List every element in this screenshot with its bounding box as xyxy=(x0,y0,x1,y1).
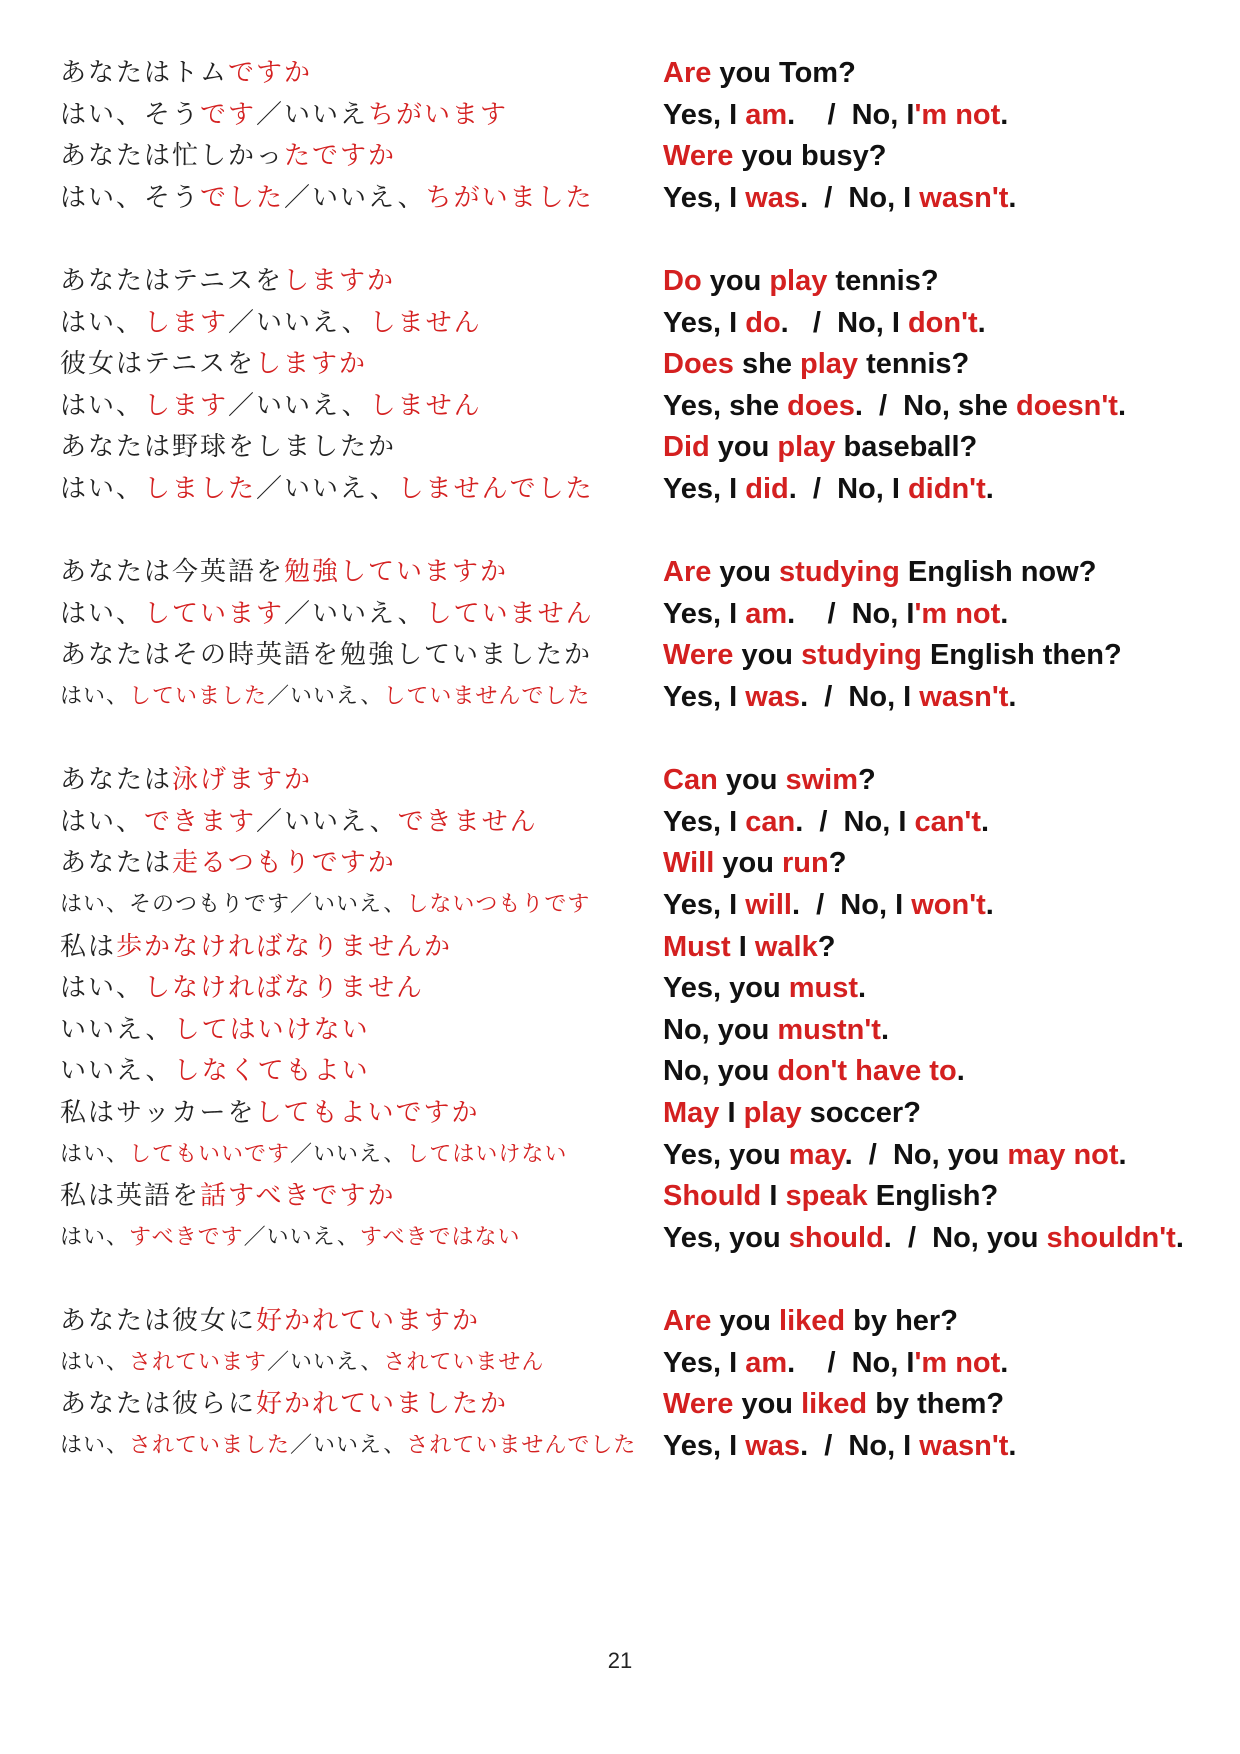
text-segment: Yes, I xyxy=(663,598,746,630)
highlighted-phrase: may not xyxy=(1007,1139,1119,1171)
highlighted-phrase: mustn't xyxy=(777,1014,881,1046)
english-sentence xyxy=(663,466,1223,512)
text-segment: Yes, I xyxy=(663,889,746,921)
text-segment: you xyxy=(733,639,802,671)
highlighted-phrase: できます xyxy=(144,807,257,837)
english-sentence xyxy=(663,258,1223,304)
text-segment: I xyxy=(719,1097,744,1129)
text-segment: you xyxy=(711,1305,780,1337)
sentence-pair xyxy=(0,341,1240,387)
sentence-pair xyxy=(0,466,1240,512)
japanese-sentence xyxy=(60,175,660,221)
text-segment: ／いいえ、 xyxy=(243,1225,360,1250)
highlighted-phrase: してもよいですか xyxy=(255,1098,480,1128)
highlighted-phrase: してはいけない xyxy=(406,1142,568,1167)
english-sentence xyxy=(663,591,1223,637)
sentence-pair xyxy=(0,1132,1240,1178)
english-sentence xyxy=(663,1090,1223,1136)
text-segment: はい、そう xyxy=(60,100,201,130)
highlighted-phrase: してもいいです xyxy=(129,1142,291,1167)
text-segment: Yes, you xyxy=(663,1222,789,1254)
highlighted-phrase: しません xyxy=(369,308,482,338)
highlighted-phrase: します xyxy=(144,308,229,338)
japanese-sentence xyxy=(60,674,660,720)
text-segment: はい、 xyxy=(60,973,145,1003)
text-segment: はい、そのつもりです／いいえ、 xyxy=(60,892,407,917)
text-segment: . xyxy=(1118,1139,1127,1171)
text-segment: English now? xyxy=(899,556,1097,588)
highlighted-phrase: play xyxy=(769,265,828,297)
sentence-pair xyxy=(0,1173,1240,1219)
highlighted-phrase: されていません xyxy=(383,1350,545,1375)
highlighted-phrase: しますか xyxy=(282,266,395,296)
text-segment: ? xyxy=(828,847,847,879)
text-segment: ／いいえ、 xyxy=(256,474,398,504)
highlighted-phrase: していませんでした xyxy=(383,684,591,709)
text-segment: ? xyxy=(858,764,876,796)
text-segment: Yes, I xyxy=(663,307,746,339)
text-segment: あなたは今英語を xyxy=(60,557,285,587)
sentence-pair xyxy=(0,674,1240,720)
highlighted-phrase: しないつもりです xyxy=(406,892,591,917)
text-segment: 私は英語を xyxy=(60,1181,201,1211)
text-segment: はい、 xyxy=(60,1142,130,1167)
text-segment: あなたはその時英語を勉強していましたか xyxy=(60,640,593,670)
text-segment: Yes, you xyxy=(663,972,789,1004)
sentence-pair xyxy=(0,258,1240,304)
text-segment: はい、 xyxy=(60,599,145,629)
sentence-pair xyxy=(0,632,1240,678)
english-sentence xyxy=(663,965,1223,1011)
highlighted-phrase: swim xyxy=(785,764,858,796)
page-number: 21 xyxy=(607,1648,633,1673)
highlighted-phrase: shouldn't xyxy=(1046,1222,1176,1254)
text-segment: はい、 xyxy=(60,1433,130,1458)
japanese-sentence xyxy=(60,591,660,637)
highlighted-phrase: です xyxy=(200,100,257,130)
sentence-pair xyxy=(0,549,1240,595)
highlighted-phrase: 'm not xyxy=(914,1347,1001,1379)
highlighted-phrase: am xyxy=(745,598,788,630)
sentence-pair xyxy=(0,965,1240,1011)
highlighted-phrase: must xyxy=(788,972,859,1004)
text-segment: ? xyxy=(817,931,836,963)
english-sentence xyxy=(663,1132,1223,1178)
highlighted-phrase: 泳げますか xyxy=(172,765,313,795)
text-segment: . / No, I xyxy=(791,889,912,921)
text-segment: . xyxy=(1000,99,1009,131)
text-segment: . xyxy=(956,1055,965,1087)
english-sentence xyxy=(663,882,1223,928)
text-segment: . xyxy=(1000,1347,1009,1379)
highlighted-phrase: されていませんでした xyxy=(406,1433,637,1458)
sentence-pair xyxy=(0,757,1240,803)
text-segment: tennis? xyxy=(858,348,970,380)
text-segment: . xyxy=(1175,1222,1184,1254)
text-segment: No, you xyxy=(663,1014,778,1046)
text-segment: she xyxy=(733,348,801,380)
text-segment: tennis? xyxy=(827,265,939,297)
text-segment: はい、そう xyxy=(60,183,201,213)
text-segment: . xyxy=(1117,390,1127,422)
sentence-pair xyxy=(0,1298,1240,1344)
text-segment: you busy? xyxy=(733,140,887,172)
text-segment: you xyxy=(701,265,770,297)
highlighted-phrase: しなければなりません xyxy=(144,973,425,1003)
text-segment: soccer? xyxy=(801,1097,921,1129)
highlighted-phrase: was xyxy=(745,182,801,214)
japanese-sentence xyxy=(60,1340,660,1386)
highlighted-phrase: won't xyxy=(911,889,986,921)
text-segment: はい、 xyxy=(60,1225,130,1250)
english-sentence xyxy=(663,1215,1223,1261)
text-segment: . xyxy=(1008,681,1017,713)
japanese-sentence xyxy=(60,924,660,970)
text-segment: by her? xyxy=(845,1305,958,1337)
english-sentence xyxy=(663,1298,1223,1344)
highlighted-phrase: can xyxy=(745,806,796,838)
text-segment: あなたは忙しかっ xyxy=(60,141,285,171)
text-segment: . xyxy=(985,889,994,921)
highlighted-phrase: should xyxy=(788,1222,884,1254)
highlighted-phrase: していました xyxy=(129,684,268,709)
highlighted-phrase: walk xyxy=(754,931,818,963)
english-sentence xyxy=(663,133,1223,179)
text-segment: . / No, I xyxy=(780,307,908,339)
highlighted-phrase: studying xyxy=(779,556,900,588)
text-segment: . / No, she xyxy=(854,390,1016,422)
text-segment: ／いいえ、 xyxy=(290,1142,407,1167)
english-sentence xyxy=(663,300,1223,346)
highlighted-phrase: 'm not xyxy=(914,99,1001,131)
english-sentence xyxy=(663,1173,1223,1219)
highlighted-phrase: 好かれていましたか xyxy=(256,1389,509,1419)
text-segment: . xyxy=(1008,1430,1017,1462)
japanese-sentence xyxy=(60,300,660,346)
highlighted-phrase: play xyxy=(800,348,859,380)
highlighted-phrase: wasn't xyxy=(919,1430,1009,1462)
highlighted-phrase: すべきではない xyxy=(359,1225,521,1250)
text-segment: ／いいえ、 xyxy=(228,391,370,421)
text-segment: Yes, I xyxy=(663,473,746,505)
highlighted-phrase: たですか xyxy=(284,141,397,171)
highlighted-phrase: しています xyxy=(144,599,285,629)
highlighted-phrase: 'm not xyxy=(914,598,1001,630)
text-segment: English? xyxy=(867,1180,999,1212)
text-segment: はい、 xyxy=(60,807,145,837)
text-segment: はい、 xyxy=(60,308,145,338)
text-segment: 私は xyxy=(60,932,117,962)
text-segment: . / No, I xyxy=(787,1347,915,1379)
japanese-sentence xyxy=(60,1381,660,1427)
japanese-sentence xyxy=(60,965,660,1011)
highlighted-phrase: ちがいました xyxy=(425,183,594,213)
text-segment: あなたはトム xyxy=(60,58,229,88)
japanese-sentence xyxy=(60,383,660,429)
english-sentence xyxy=(663,92,1223,138)
text-segment: . / No, I xyxy=(795,806,915,838)
japanese-sentence xyxy=(60,1132,660,1178)
highlighted-phrase: liked xyxy=(801,1388,868,1420)
english-sentence xyxy=(663,341,1223,387)
text-segment: you Tom? xyxy=(711,57,856,89)
highlighted-phrase: ですか xyxy=(228,58,313,88)
text-segment: あなたは彼らに xyxy=(60,1389,257,1419)
sentence-pair xyxy=(0,50,1240,96)
text-segment: . / No, I xyxy=(787,99,915,131)
english-sentence xyxy=(663,424,1223,470)
highlighted-phrase: play xyxy=(777,431,836,463)
text-segment: ／いいえ、 xyxy=(284,183,426,213)
text-segment: Yes, I xyxy=(663,806,746,838)
japanese-sentence xyxy=(60,50,660,96)
highlighted-phrase: していません xyxy=(425,599,594,629)
japanese-sentence xyxy=(60,1048,660,1094)
highlighted-phrase: wasn't xyxy=(919,681,1009,713)
text-segment: English then? xyxy=(921,639,1122,671)
text-segment: . / No, I xyxy=(800,182,920,214)
japanese-sentence xyxy=(60,92,660,138)
text-segment: . / No, I xyxy=(800,681,920,713)
english-sentence xyxy=(663,1381,1223,1427)
text-segment: Yes, I xyxy=(663,1347,746,1379)
japanese-sentence xyxy=(60,549,660,595)
english-sentence xyxy=(663,383,1223,429)
highlighted-phrase: may xyxy=(788,1139,845,1171)
highlighted-phrase: May xyxy=(663,1097,720,1129)
text-segment: はい、 xyxy=(60,474,145,504)
english-sentence xyxy=(663,674,1223,720)
text-segment: . xyxy=(880,1014,890,1046)
english-sentence xyxy=(663,549,1223,595)
text-segment: I xyxy=(761,1180,786,1212)
text-segment: baseball? xyxy=(835,431,978,463)
text-segment: はい、 xyxy=(60,684,130,709)
highlighted-phrase: Are xyxy=(663,1305,712,1337)
text-segment: Yes, you xyxy=(663,1139,789,1171)
sentence-pair xyxy=(0,175,1240,221)
highlighted-phrase: しませんでした xyxy=(397,474,594,504)
text-segment: by them? xyxy=(867,1388,1005,1420)
text-segment: あなたはテニスを xyxy=(60,266,283,296)
sentence-pair xyxy=(0,882,1240,928)
text-segment: . xyxy=(985,473,994,505)
text-segment: you xyxy=(714,847,782,879)
highlighted-phrase: ちがいます xyxy=(368,100,509,130)
english-sentence xyxy=(663,924,1223,970)
japanese-sentence xyxy=(60,133,660,179)
english-sentence xyxy=(663,1048,1223,1094)
sentence-pair xyxy=(0,92,1240,138)
japanese-sentence xyxy=(60,258,660,304)
highlighted-phrase: 話すべきですか xyxy=(200,1181,396,1211)
japanese-sentence xyxy=(60,632,660,678)
sentence-pair xyxy=(0,1215,1240,1261)
text-segment: Yes, I xyxy=(663,1430,746,1462)
highlighted-phrase: Do xyxy=(663,265,702,297)
highlighted-phrase: Should xyxy=(663,1180,762,1212)
text-segment: あなたは彼女に xyxy=(60,1306,257,1336)
highlighted-phrase: studying xyxy=(801,639,922,671)
text-segment: Yes, I xyxy=(663,99,746,131)
english-sentence xyxy=(663,1340,1223,1386)
text-segment: . xyxy=(858,972,867,1004)
japanese-sentence xyxy=(60,466,660,512)
highlighted-phrase: Does xyxy=(663,348,734,380)
sentence-pair xyxy=(0,924,1240,970)
highlighted-phrase: でした xyxy=(200,183,285,213)
highlighted-phrase: してはいけない xyxy=(173,1015,370,1045)
sentence-pair xyxy=(0,591,1240,637)
highlighted-phrase: does xyxy=(787,390,855,422)
highlighted-phrase: Are xyxy=(663,57,712,89)
highlighted-phrase: run xyxy=(781,847,829,879)
highlighted-phrase: can't xyxy=(914,806,981,838)
japanese-sentence xyxy=(60,840,660,886)
highlighted-phrase: do xyxy=(745,307,781,339)
text-segment: いいえ、 xyxy=(60,1056,174,1086)
highlighted-phrase: されています xyxy=(129,1350,268,1375)
japanese-sentence xyxy=(60,1007,660,1053)
sentence-pair xyxy=(0,799,1240,845)
highlighted-phrase: was xyxy=(745,1430,801,1462)
text-segment: はい、 xyxy=(60,391,145,421)
japanese-sentence xyxy=(60,1423,660,1469)
highlighted-phrase: Can xyxy=(663,764,718,796)
sentence-pair xyxy=(0,1007,1240,1053)
highlighted-phrase: am xyxy=(745,1347,788,1379)
highlighted-phrase: Did xyxy=(663,431,710,463)
highlighted-phrase: されていました xyxy=(129,1433,291,1458)
highlighted-phrase: Were xyxy=(663,639,734,671)
japanese-sentence xyxy=(60,341,660,387)
highlighted-phrase: wasn't xyxy=(919,182,1009,214)
text-segment: I xyxy=(730,931,755,963)
japanese-sentence xyxy=(60,882,660,928)
highlighted-phrase: 勉強していますか xyxy=(284,557,509,587)
text-segment: . xyxy=(1000,598,1009,630)
text-segment: ／いいえ、 xyxy=(290,1433,407,1458)
highlighted-phrase: Will xyxy=(663,847,715,879)
text-segment: Yes, she xyxy=(663,390,788,422)
text-segment: 私はサッカーを xyxy=(60,1098,256,1128)
highlighted-phrase: was xyxy=(745,681,801,713)
english-sentence xyxy=(663,1007,1223,1053)
text-segment: you xyxy=(733,1388,802,1420)
highlighted-phrase: できません xyxy=(397,807,538,837)
text-segment: ／いいえ、 xyxy=(267,684,384,709)
highlighted-phrase: didn't xyxy=(907,473,986,505)
japanese-sentence xyxy=(60,757,660,803)
sentence-pair xyxy=(0,133,1240,179)
text-segment: Yes, I xyxy=(663,681,746,713)
text-segment: あなたは野球をしましたか xyxy=(60,432,397,462)
sentence-pair xyxy=(0,424,1240,470)
highlighted-phrase: 好かれていますか xyxy=(256,1306,481,1336)
text-segment: you xyxy=(717,764,786,796)
highlighted-phrase: すべきです xyxy=(129,1225,244,1250)
highlighted-phrase: don't xyxy=(907,307,978,339)
text-segment: ／いいえ、 xyxy=(267,1350,384,1375)
text-segment: ／いいえ、 xyxy=(256,807,398,837)
english-sentence xyxy=(663,1423,1223,1469)
highlighted-phrase: 走るつもりですか xyxy=(172,848,396,878)
japanese-sentence xyxy=(60,1215,660,1261)
sentence-pair xyxy=(0,1381,1240,1427)
text-segment: . / No, you xyxy=(844,1139,1008,1171)
text-segment: ／いいえ、 xyxy=(284,599,426,629)
english-sentence xyxy=(663,50,1223,96)
japanese-sentence xyxy=(60,799,660,845)
text-segment: . / No, I xyxy=(788,473,908,505)
highlighted-phrase: will xyxy=(745,889,792,921)
text-segment: . / No, you xyxy=(883,1222,1047,1254)
sentence-pair xyxy=(0,383,1240,429)
highlighted-phrase: am xyxy=(745,99,788,131)
highlighted-phrase: Must xyxy=(663,931,731,963)
sentence-pair xyxy=(0,840,1240,886)
sentence-pair xyxy=(0,1423,1240,1469)
sentence-pair xyxy=(0,1090,1240,1136)
english-sentence xyxy=(663,840,1223,886)
highlighted-phrase: Were xyxy=(663,1388,734,1420)
text-segment: いいえ、 xyxy=(60,1015,174,1045)
text-segment: you xyxy=(711,556,780,588)
text-segment: . xyxy=(1008,182,1017,214)
sentence-pair xyxy=(0,300,1240,346)
text-segment: No, you xyxy=(663,1055,778,1087)
highlighted-phrase: did xyxy=(745,473,789,505)
text-segment: あなたは xyxy=(60,848,173,878)
highlighted-phrase: しました xyxy=(144,474,257,504)
text-segment: you xyxy=(709,431,778,463)
text-segment: . / No, I xyxy=(800,1430,920,1462)
highlighted-phrase: します xyxy=(144,391,229,421)
sentence-pair xyxy=(0,1048,1240,1094)
text-segment: . / No, I xyxy=(787,598,915,630)
highlighted-phrase: Are xyxy=(663,556,712,588)
text-segment: ／いいえ、 xyxy=(228,308,370,338)
text-segment: ／いいえ xyxy=(256,100,369,130)
highlighted-phrase: Were xyxy=(663,140,734,172)
highlighted-phrase: don't have to xyxy=(777,1055,957,1087)
text-segment: はい、 xyxy=(60,1350,130,1375)
text-segment: あなたは xyxy=(60,765,173,795)
highlighted-phrase: しますか xyxy=(254,349,367,379)
highlighted-phrase: speak xyxy=(785,1180,868,1212)
english-sentence xyxy=(663,175,1223,221)
text-segment: . xyxy=(977,307,986,339)
highlighted-phrase: 歩かなければなりませんか xyxy=(116,932,453,962)
japanese-sentence xyxy=(60,1173,660,1219)
japanese-sentence xyxy=(60,424,660,470)
japanese-sentence xyxy=(60,1090,660,1136)
english-sentence xyxy=(663,632,1223,678)
highlighted-phrase: play xyxy=(743,1097,802,1129)
highlighted-phrase: liked xyxy=(779,1305,846,1337)
highlighted-phrase: しません xyxy=(369,391,482,421)
highlighted-phrase: しなくてもよい xyxy=(173,1056,370,1086)
english-sentence xyxy=(663,799,1223,845)
english-sentence xyxy=(663,757,1223,803)
text-segment: 彼女はテニスを xyxy=(60,349,255,379)
japanese-sentence xyxy=(60,1298,660,1344)
sentence-pair xyxy=(0,1340,1240,1386)
highlighted-phrase: doesn't xyxy=(1016,390,1118,422)
text-segment: . xyxy=(980,806,990,838)
text-segment: Yes, I xyxy=(663,182,746,214)
